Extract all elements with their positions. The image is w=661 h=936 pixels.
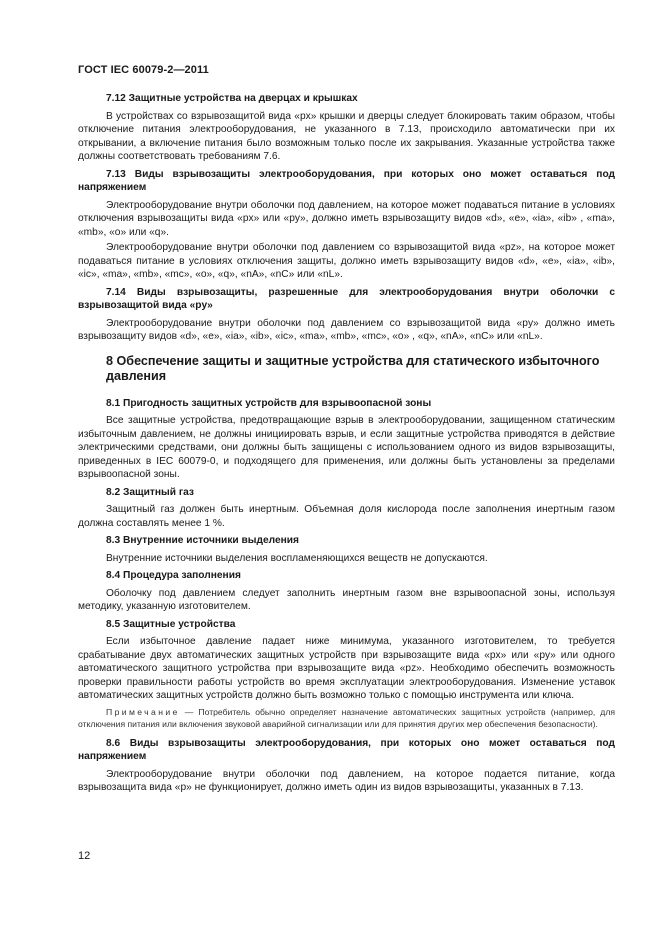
heading-8-3: 8.3 Внутренние источники выделения bbox=[106, 535, 299, 546]
page-number: 12 bbox=[78, 850, 91, 862]
heading-section-8: 8 Обеспечение защиты и защитные устройства для статического избыточного давления bbox=[106, 353, 600, 383]
paragraph-8-2: Защитный газ должен быть инертным. Объемная доля кислорода после заполнения инертным газом должна составлять менее 1 %. bbox=[78, 504, 615, 529]
paragraph-8-5: Если избыточное давление падает ниже минимума, указанного изготовителем, то требуется срабатывание двух автоматических защитных устройств при взрывозащите вида «px» или «py» или одного автоматического защитного устройства при взрывозащите вида «pz». Необходимо обеспечить возможность проверки правильности работы устройств во время эксплуатации электрооборудования. Изменение уставок автоматических защитных устройств должно быть возможно только с помощью инструмента или ключа. bbox=[78, 636, 615, 701]
note-label: Примечание bbox=[106, 706, 180, 717]
paragraph-7-13-2: Электрооборудование внутри оболочки под давлением со взрывозащитой вида «pz», на которое может подаваться питание в условиях отключения защиты, должно иметь взрывозащиту видов «d», «e», «ia», «ib», «ic», «ma», «mb», «mc», «o», «q», «nA», «nC» или «nL». bbox=[78, 242, 615, 280]
paragraph-7-13-1: Электрооборудование внутри оболочки под давлением, на которое может подаваться питание в условиях отключения взрывозащиты вида «px» или «py», должно иметь взрывозащиту видов «d», «e», «ia», «ib» , «ma», «mb», «o» или «q». bbox=[78, 199, 615, 238]
heading-8-2: 8.2 Защитный газ bbox=[106, 486, 194, 498]
document-header: ГОСТ IEC 60079-2—2011 bbox=[78, 64, 209, 76]
heading-7-12: 7.12 Защитные устройства на дверцах и крышках bbox=[106, 93, 358, 104]
paragraph-8-3: Внутренние источники выделения воспламеняющихся веществ не допускаются. bbox=[106, 552, 488, 564]
paragraph-7-14: Электрооборудование внутри оболочки под давлением со взрывозащитой вида «py» должно иметь взрывозащиту видов «d», «e», «ia», «ib», «ic», «ma», «mb», «mc», «o» , «q», «nA», «nC» или «nL». bbox=[78, 317, 615, 342]
paragraph-8-1: Все защитные устройства, предотвращающие взрыв в электрооборудовании, защищенном статическим избыточным давлением, не должны инициировать взрыв, и если защитные устройства приводятся в действие электрическими средствами, они должны быть защищены с использованием одного из видов взрывозащиты, приведенных в IEC 60079-0, и подходящего для применения, или должны быть установлены за пределами взрывоопасной зоны. bbox=[78, 415, 615, 480]
heading-7-13: 7.13 Виды взрывозащиты электрооборудования, при которых оно может оставаться под напряжением bbox=[78, 168, 615, 193]
heading-8-6: 8.6 Виды взрывозащиты электрооборудования, при которых оно может оставаться под напряжением bbox=[78, 737, 615, 762]
heading-8-5: 8.5 Защитные устройства bbox=[106, 618, 236, 630]
note-8-5 bbox=[78, 706, 615, 730]
paragraph-8-6: Электрооборудование внутри оболочки под давлением, на которое подается питание, когда взрывозащита вида «p» не функционирует, должно иметь один из видов взрывозащиты, указанных в 7.13. bbox=[78, 768, 615, 793]
document-body bbox=[78, 92, 615, 797]
paragraph-8-4: Оболочку под давлением следует заполнить инертным газом вне взрывоопасной зоны, используя методику, указанную изготовителем. bbox=[78, 587, 615, 612]
heading-8-1: 8.1 Пригодность защитных устройств для взрывоопасной зоны bbox=[106, 397, 432, 409]
heading-7-14: 7.14 Виды взрывозащиты, разрешенные для электрооборудования внутри оболочки с взрывозащитой вида «py» bbox=[78, 286, 615, 311]
paragraph-7-12: В устройствах со взрывозащитой вида «px» крышки и дверцы следует блокировать таким образом, чтобы отключение питания электрооборудования, не указанного в 7.13, происходило автоматически при их открывании, а включение питания было возможным только после их закрывания. Указанные устройства также должны соответствовать требованиям 7.6. bbox=[78, 110, 615, 162]
note-text: — Потребитель обычно определяет назначение автоматических защитных устройств (например, для отключения питания или включения звуковой аварийной сигнализации или для принятия других мер обеспечения безопасности). bbox=[78, 706, 615, 729]
heading-8-4: 8.4 Процедура заполнения bbox=[106, 570, 241, 581]
